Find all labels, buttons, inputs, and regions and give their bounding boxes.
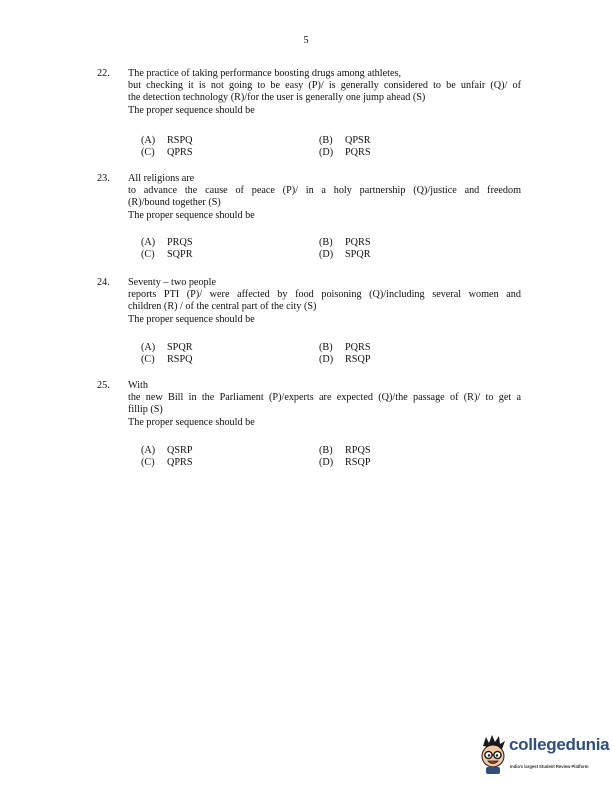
option-label: (C) [141,249,155,260]
option-value: SPQR [345,249,371,260]
option-value: PQRS [345,342,371,353]
option-value: RSPQ [167,354,193,365]
option-d[interactable] [319,457,370,469]
mascot-icon [477,734,509,774]
question-line: With [128,380,148,391]
option-value: PQRS [345,147,371,158]
option-label: (D) [319,249,334,260]
question-number: 24. [97,277,110,288]
option-label: (C) [141,457,155,468]
logo-wordmark: collegedunia [509,735,610,754]
question-line: (R)/bound together (S) [128,197,221,209]
option-value: QPSR [345,135,371,146]
question-line: fillip (S) [128,404,163,416]
option-value: PRQS [167,237,193,248]
option-c[interactable] [141,249,192,261]
question-line: the detection technology (R)/for the user is generally one jump ahead (S) [128,92,426,104]
option-b[interactable] [319,445,370,457]
option-label: (D) [319,354,334,365]
option-label: (A) [141,445,156,456]
question-text [128,380,521,429]
option-value: PQRS [345,237,371,248]
question-number: 25. [97,380,110,391]
page-number: 5 [303,35,309,46]
option-value: SPQR [167,342,193,353]
option-value: RPQS [345,445,371,456]
option-a[interactable] [141,445,192,457]
question-number: 22. [97,68,110,79]
option-label: (D) [319,147,334,158]
option-d[interactable] [319,249,370,261]
question-line: All religions are [128,173,195,184]
question-line: The practice of taking performance boosting drugs among athletes, [128,68,401,79]
option-a[interactable] [141,342,192,354]
option-value: RSPQ [167,135,193,146]
option-b[interactable] [319,342,370,354]
question-text [128,277,521,326]
option-label: (B) [319,135,333,146]
option-label: (A) [141,135,156,146]
option-label: (C) [141,147,155,158]
question-line: children (R) / of the central part of the city (S) [128,301,317,313]
option-label: (A) [141,342,156,353]
option-label: (C) [141,354,155,365]
question-instruction: The proper sequence should be [128,209,255,221]
option-d[interactable] [319,354,370,366]
option-label: (A) [141,237,156,248]
question-line: reports PTI (P)/ were affected by food poisoning (Q)/including several women and [128,289,521,301]
question-instruction: The proper sequence should be [128,416,255,428]
option-c[interactable] [141,354,192,366]
option-a[interactable] [141,237,192,249]
question-text [128,68,521,117]
option-value: QPRS [167,457,193,468]
question-line: the new Bill in the Parliament (P)/experts are expected (Q)/the passage of (R)/ to get a [128,392,521,404]
option-label: (B) [319,237,333,248]
option-value: RSQP [345,457,371,468]
option-label: (B) [319,342,333,353]
question-line: Seventy – two people [128,277,216,288]
option-value: RSQP [345,354,371,365]
option-a[interactable] [141,135,192,147]
question-text [128,173,521,222]
logo-tagline: India's largest Student Review Platform [510,764,589,769]
option-d[interactable] [319,147,370,159]
collegedunia-logo [477,734,610,778]
question-number: 23. [97,173,110,184]
option-c[interactable] [141,147,192,159]
option-c[interactable] [141,457,192,469]
option-label: (B) [319,445,333,456]
option-b[interactable] [319,237,370,249]
option-value: SQPR [167,249,193,260]
question-instruction: The proper sequence should be [128,313,255,325]
option-b[interactable] [319,135,370,147]
option-value: QSRP [167,445,193,456]
option-value: QPRS [167,147,193,158]
option-label: (D) [319,457,334,468]
question-line: but checking it is not going to be easy (P)/ is generally considered to be unfair (Q)/ of [128,80,521,92]
question-line: to advance the cause of peace (P)/ in a holy partnership (Q)/justice and freedom [128,185,521,197]
question-instruction: The proper sequence should be [128,104,255,116]
